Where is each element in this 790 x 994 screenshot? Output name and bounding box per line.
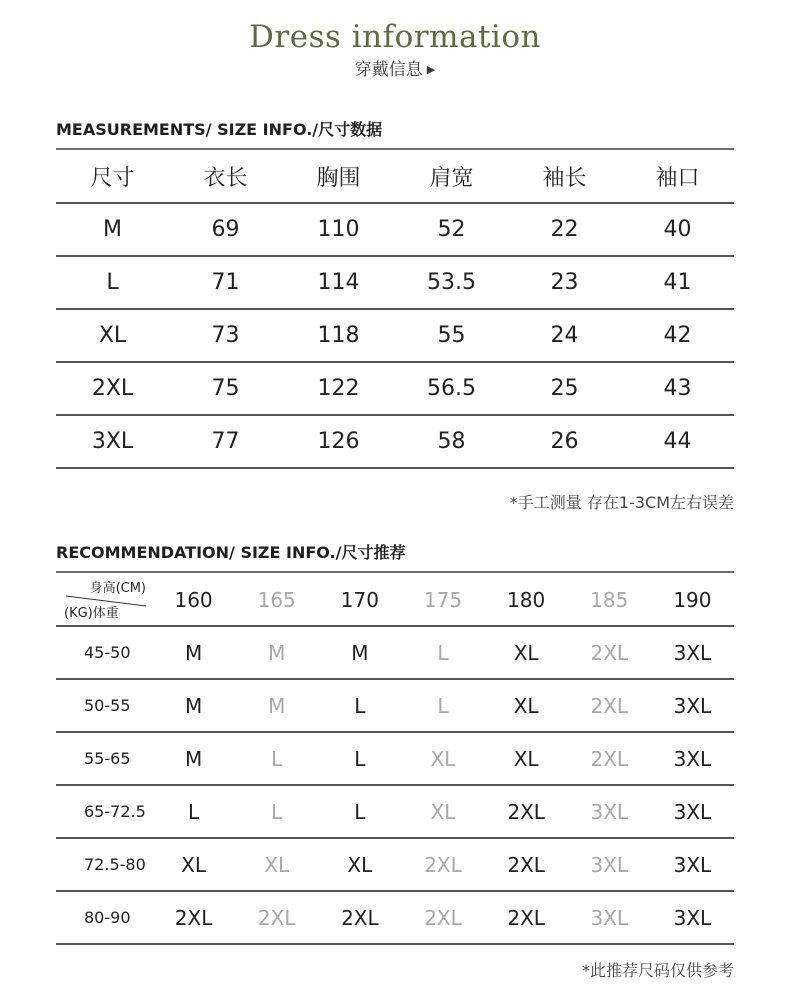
recommendation-top-rule [56, 571, 734, 573]
measurement-cell: 26 [508, 415, 621, 468]
recommended-size-cell: 3XL [568, 785, 651, 838]
table-row [56, 362, 734, 415]
recommended-size-cell: 2XL [485, 785, 568, 838]
recommended-size-cell: 2XL [318, 891, 401, 944]
recommended-size-cell: 3XL [651, 785, 734, 838]
table-row [56, 679, 734, 732]
table-row [56, 891, 734, 944]
measurement-cell: 114 [282, 256, 395, 309]
col-header-length: 衣长 [169, 151, 282, 203]
recommendation-note: *此推荐尺码仅供参考 [581, 961, 734, 980]
measurement-cell: 42 [621, 309, 734, 362]
measurement-note: *手工测量 存在1-3CM左右误差 [509, 493, 734, 512]
recommended-size-cell: L [401, 679, 484, 732]
recommended-size-cell: M [152, 626, 235, 679]
recommended-size-cell: 3XL [568, 838, 651, 891]
table-row [56, 309, 734, 362]
measurement-cell: 22 [508, 203, 621, 256]
height-header: 175 [401, 574, 484, 626]
weight-range-cell: 80-90 [56, 891, 152, 944]
height-header: 180 [485, 574, 568, 626]
size-cell: 2XL [56, 362, 169, 415]
recommended-size-cell: M [152, 679, 235, 732]
table-row [56, 415, 734, 468]
recommendation-header-row [56, 574, 734, 626]
recommended-size-cell: XL [401, 785, 484, 838]
recommended-size-cell: L [235, 785, 318, 838]
recommended-size-cell: M [318, 626, 401, 679]
col-header-size: 尺寸 [56, 151, 169, 203]
col-header-cuff: 袖口 [621, 151, 734, 203]
measurement-cell: 53.5 [395, 256, 508, 309]
recommended-size-cell: XL [401, 732, 484, 785]
measurement-cell: 75 [169, 362, 282, 415]
recommended-size-cell: 2XL [152, 891, 235, 944]
measurement-cell: 24 [508, 309, 621, 362]
measurement-cell: 55 [395, 309, 508, 362]
recommended-size-cell: 2XL [485, 838, 568, 891]
recommended-size-cell: M [152, 732, 235, 785]
weight-range-cell: 50-55 [56, 679, 152, 732]
measurement-cell: 110 [282, 203, 395, 256]
recommended-size-cell: 2XL [401, 838, 484, 891]
measurement-cell: 71 [169, 256, 282, 309]
recommended-size-cell: 2XL [485, 891, 568, 944]
height-header: 160 [152, 574, 235, 626]
recommended-size-cell: XL [485, 732, 568, 785]
recommended-size-cell: L [152, 785, 235, 838]
col-header-shoulder: 肩宽 [395, 151, 508, 203]
page-title: Dress information [249, 19, 541, 55]
height-header: 185 [568, 574, 651, 626]
measurement-cell: 56.5 [395, 362, 508, 415]
play-triangle-icon: ▶ [426, 63, 436, 76]
recommendation-table [56, 574, 734, 945]
height-axis-label: 身高(CM) [89, 581, 146, 596]
recommended-size-cell: L [235, 732, 318, 785]
page-subtitle [0, 58, 790, 82]
recommended-size-cell: XL [152, 838, 235, 891]
measurement-cell: 58 [395, 415, 508, 468]
measurement-cell: 25 [508, 362, 621, 415]
size-cell: 3XL [56, 415, 169, 468]
size-cell: M [56, 203, 169, 256]
size-cell: L [56, 256, 169, 309]
subtitle-text: 穿戴信息 [354, 60, 423, 80]
weight-range-cell: 45-50 [56, 626, 152, 679]
recommended-size-cell: XL [485, 626, 568, 679]
recommended-size-cell: L [401, 626, 484, 679]
recommended-size-cell: 2XL [401, 891, 484, 944]
recommended-size-cell: 3XL [651, 838, 734, 891]
table-row [56, 203, 734, 256]
corner-cell [56, 574, 152, 626]
measurement-cell: 41 [621, 256, 734, 309]
measurement-cell: 52 [395, 203, 508, 256]
recommended-size-cell: 2XL [568, 626, 651, 679]
table-row [56, 785, 734, 838]
measurements-label: MEASUREMENTS/ SIZE INFO./尺寸数据 [56, 120, 383, 139]
weight-range-cell: 55-65 [56, 732, 152, 785]
height-header: 190 [651, 574, 734, 626]
recommended-size-cell: 3XL [651, 626, 734, 679]
recommended-size-cell: 2XL [568, 679, 651, 732]
measurement-cell: 43 [621, 362, 734, 415]
recommended-size-cell: 2XL [568, 732, 651, 785]
recommendation-label: RECOMMENDATION/ SIZE INFO./尺寸推荐 [56, 543, 406, 562]
recommended-size-cell: 3XL [651, 679, 734, 732]
measurement-cell: 40 [621, 203, 734, 256]
recommended-size-cell: 3XL [568, 891, 651, 944]
measurement-cell: 77 [169, 415, 282, 468]
col-header-chest: 胸围 [282, 151, 395, 203]
measurement-cell: 126 [282, 415, 395, 468]
measurement-cell: 44 [621, 415, 734, 468]
weight-range-cell: 72.5-80 [56, 838, 152, 891]
table-row [56, 732, 734, 785]
table-row [56, 256, 734, 309]
measurements-top-rule [56, 148, 734, 150]
measurement-cell: 118 [282, 309, 395, 362]
height-header: 170 [318, 574, 401, 626]
header [0, 18, 790, 82]
measurements-header-row [56, 151, 734, 203]
measurement-cell: 69 [169, 203, 282, 256]
table-row [56, 838, 734, 891]
recommended-size-cell: XL [318, 838, 401, 891]
recommended-size-cell: L [318, 679, 401, 732]
size-cell: XL [56, 309, 169, 362]
measurements-table [56, 151, 734, 469]
weight-range-cell: 65-72.5 [56, 785, 152, 838]
weight-axis-label: (KG)体重 [64, 606, 119, 621]
measurement-cell: 73 [169, 309, 282, 362]
col-header-sleeve: 袖长 [508, 151, 621, 203]
recommended-size-cell: XL [235, 838, 318, 891]
height-header: 165 [235, 574, 318, 626]
measurement-cell: 23 [508, 256, 621, 309]
measurement-cell: 122 [282, 362, 395, 415]
recommended-size-cell: L [318, 785, 401, 838]
recommended-size-cell: 2XL [235, 891, 318, 944]
recommended-size-cell: L [318, 732, 401, 785]
table-row [56, 626, 734, 679]
recommended-size-cell: M [235, 679, 318, 732]
recommended-size-cell: 3XL [651, 732, 734, 785]
recommended-size-cell: XL [485, 679, 568, 732]
recommended-size-cell: M [235, 626, 318, 679]
recommended-size-cell: 3XL [651, 891, 734, 944]
